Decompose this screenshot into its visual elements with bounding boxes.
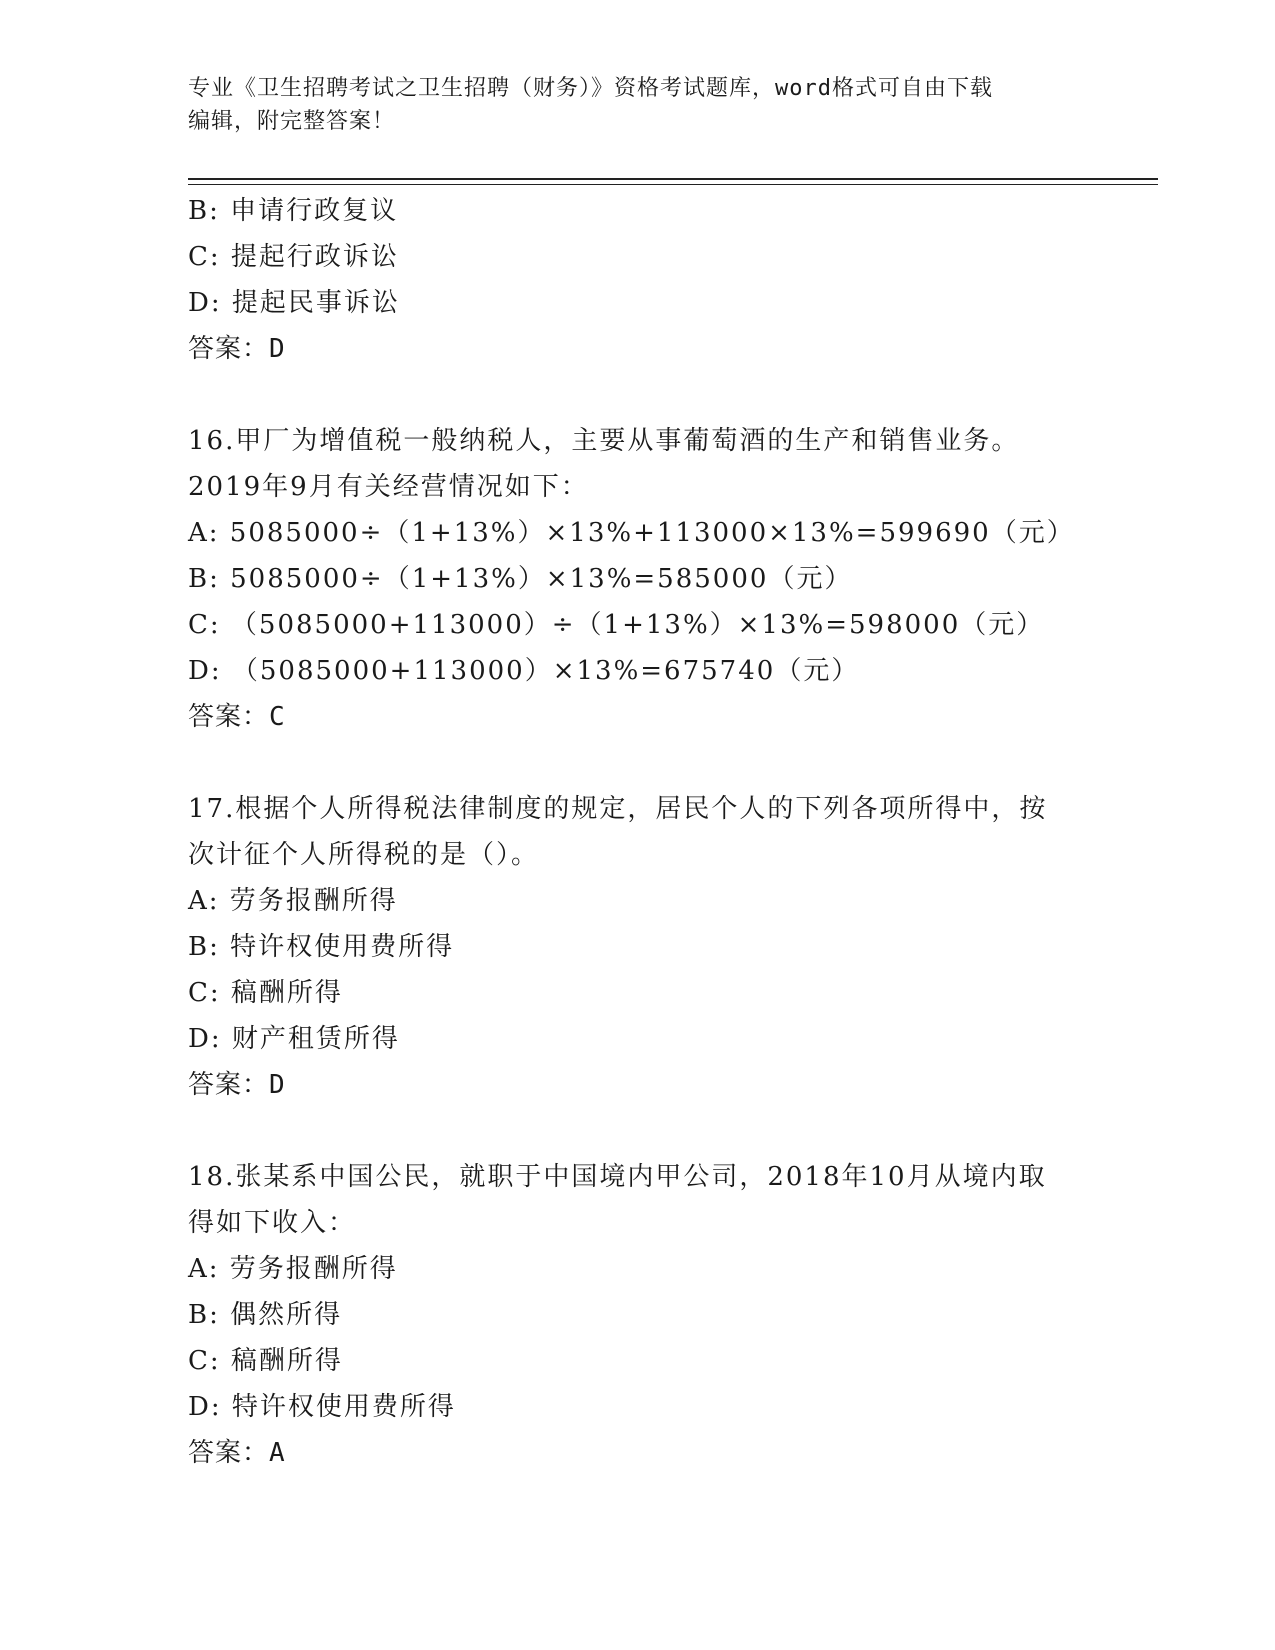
header-line-2: 编辑，附完整答案！ [188, 109, 396, 134]
question-text-line-2: 次计征个人所得税的是（）。 [188, 840, 540, 870]
question-17 [188, 786, 1088, 1108]
option-b: B: 特许权使用费所得 [188, 932, 455, 962]
question-text-line-1: 18.张某系中国公民，就职于中国境内甲公司，2018年10月从境内取 [188, 1162, 1047, 1192]
question-list [188, 188, 1088, 1476]
spacer [188, 372, 1088, 418]
option-c: C: 提起行政诉讼 [188, 242, 399, 272]
option-b: B: 申请行政复议 [188, 196, 399, 226]
document-header [188, 72, 1088, 138]
spacer [188, 1108, 1088, 1154]
answer-line: 答案：D [188, 1070, 286, 1100]
option-a: A: 劳务报酬所得 [188, 1254, 398, 1284]
header-line-1: 专业《卫生招聘考试之卫生招聘（财务）》资格考试题库，word格式可自由下载 [188, 76, 993, 101]
option-b: B: 5085000÷（1+13%）×13%=585000（元） [188, 564, 853, 594]
question-text-line-1: 16.甲厂为增值税一般纳税人，主要从事葡萄酒的生产和销售业务。 [188, 426, 1020, 456]
question-text-line-2: 得如下收入： [188, 1208, 357, 1238]
option-d: D: （5085000+113000）×13%=675740（元） [188, 656, 860, 686]
answer-line: 答案：D [188, 334, 286, 364]
answer-line: 答案：C [188, 702, 286, 732]
question-text-line-2: 2019年9月有关经营情况如下： [188, 472, 589, 502]
option-d: D: 提起民事诉讼 [188, 288, 400, 318]
option-d: D: 特许权使用费所得 [188, 1392, 456, 1422]
previous-question-tail [188, 188, 1088, 372]
option-c: C: （5085000+113000）÷（1+13%）×13%=598000（元） [188, 610, 1045, 640]
option-c: C: 稿酬所得 [188, 978, 343, 1008]
question-16 [188, 418, 1088, 740]
question-text-line-1: 17.根据个人所得税法律制度的规定，居民个人的下列各项所得中，按 [188, 794, 1048, 824]
option-b: B: 偶然所得 [188, 1300, 343, 1330]
option-a: A: 5085000÷（1+13%）×13%+113000×13%=599690（元） [188, 518, 1075, 548]
option-a: A: 劳务报酬所得 [188, 886, 398, 916]
spacer [188, 740, 1088, 786]
header-divider-thin [188, 184, 1158, 185]
option-d: D: 财产租赁所得 [188, 1024, 400, 1054]
header-divider-thick [188, 178, 1158, 180]
option-c: C: 稿酬所得 [188, 1346, 343, 1376]
answer-line: 答案：A [188, 1438, 286, 1468]
question-18 [188, 1154, 1088, 1476]
